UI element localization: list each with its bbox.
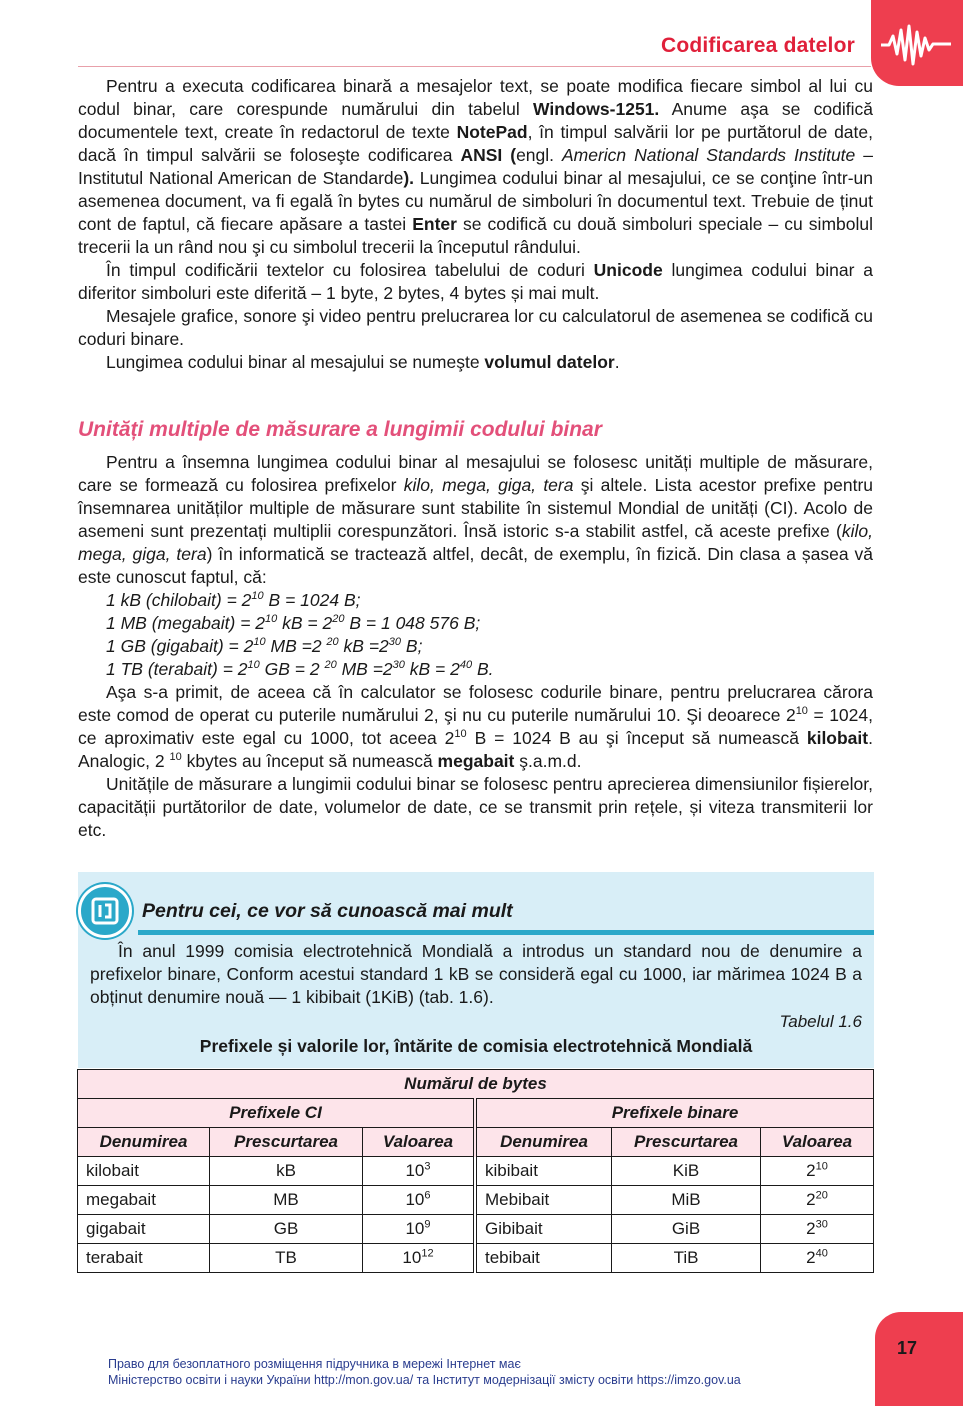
si-abbr-cell: TB <box>210 1244 363 1273</box>
table-row <box>78 1157 874 1186</box>
si-abbr-cell: GB <box>210 1215 363 1244</box>
footer-line-1: Право для безоплатного розміщення підручника в мережі Інтернет має <box>108 1357 521 1371</box>
si-name-cell: gigabait <box>78 1215 210 1244</box>
intro-text <box>78 75 873 374</box>
info-icon <box>78 884 132 938</box>
bin-name-cell: Mebibait <box>475 1186 612 1215</box>
box-title-underline <box>138 930 874 935</box>
section-text <box>78 451 873 842</box>
box-text <box>90 940 862 1009</box>
footer-line-2: Міністерство освіти і науки України http://mon.gov.ua/ та Інститут модернізації змісту освіти https://imzo.gov.ua <box>108 1373 741 1387</box>
equation-terabyte: 1 TB (terabait) = $2^{10}$ GB = 2 $^{20}$ MB $=2^{30}$ kB = $2^{40}$ B. <box>106 659 494 679</box>
si-value-cell-base: 10 <box>405 1161 425 1180</box>
si-value-cell <box>363 1186 476 1215</box>
group-binary-header: Prefixele binare <box>475 1099 874 1128</box>
bin-value-cell-exponent: 30 <box>815 1218 828 1231</box>
bin-name-cell: tebibait <box>475 1244 612 1273</box>
box-title: Pentru cei, ce vor să cunoască mai mult <box>142 900 513 922</box>
si-value-cell-exponent: 6 <box>424 1189 431 1202</box>
paragraph-usage: Unitățile de măsurare a lungimii codului binar se folosesc pentru aprecierea dimensiunilor fișierelor, capacității purtătorilor de date, volumelor de date, ce se transmit prin rețele, și viteza transmiterii lor etc. <box>78 774 873 840</box>
si-name-cell: terabait <box>78 1244 210 1273</box>
paragraph-windows-1251: Pentru a executa codificarea binară a mesajelor text, se poate modifica fiecare simbol al lui cu codul binar, care corespunde numărului din tabelul Windows-1251. Anume aşa se codifică documentele text, create în redactorul de texte NotePad, în timpul salvării lor pe purtătorul de date, dacă în timpul salvării se foloseşte codificarea ANSI (engl. Americn National Standards Institute – Institutul National American de Standarde). Lungimea codului binar al mesajului, ce se conţine într-un asemenea document, va fi egală în bytes cu numărul de simboluri în documentul text. Trebuie de ținut cont de faptul, că fiecare apăsare a tastei Enter se codifică cu două simboluri speciale – cu simbolul trecerii la un rând nou şi cu simbolul trecerii la începutul rândului. <box>78 76 873 257</box>
si-value-cell-base: 10 <box>405 1219 425 1238</box>
table-row <box>78 1215 874 1244</box>
paragraph-unicode: În timpul codificării textelor cu folosirea tabelului de coduri Unicode lungimea codului binar a diferitor simboluri este diferită – 1 byte, 2 bytes, 4 bytes și mai mult. <box>78 260 873 303</box>
section-title: Unități multiple de măsurare a lungimii codului binar <box>78 418 602 441</box>
page-number-tab <box>875 1312 963 1406</box>
bin-value-cell <box>761 1186 874 1215</box>
col-si-value: Valoarea <box>363 1128 476 1157</box>
si-abbr-cell: MB <box>210 1186 363 1215</box>
header-divider <box>78 66 871 67</box>
table-caption: Prefixele și valorile lor, întărite de comisia electrotehnică Mondială <box>199 1036 753 1056</box>
si-value-cell-exponent: 12 <box>421 1247 434 1260</box>
bin-value-cell-exponent: 40 <box>815 1247 828 1260</box>
bin-value-cell-base: 2 <box>806 1248 816 1267</box>
si-value-cell-base: 10 <box>402 1248 422 1267</box>
table-column-row <box>78 1128 874 1157</box>
paragraph-powers-of-two: Aşa s-a primit, de aceea că în calculator se folosesc codurile binare, pentru prelucrarea cărora este comod de operat cu puterile numărului 2, şi nu cu puterile numărului 10. Şi deoarece $2^{10} = 1024$, ce aproximativ este egal cu 1000, tot aceea $2^{10}$ B = 1024 B au şi început să numească kilobait. Analogic, 2 $^{10}$ kbytes au început să numească megabait ş.a.m.d. <box>78 682 873 771</box>
col-si-name: Denumirea <box>78 1128 210 1157</box>
si-value-cell-exponent: 3 <box>424 1160 431 1173</box>
table-row <box>78 1244 874 1273</box>
group-si-header: Prefixele CI <box>78 1099 476 1128</box>
table-top-header: Numărul de bytes <box>78 1070 874 1099</box>
box-paragraph: În anul 1999 comisia electrotehnică Mondială a introdus un standard nou de denumire a prefixelor binare, Conform acestui standard 1 kB se consideră egal cu 1000, iar mărimea 1024 B a obținut denumire nouă — 1 kibibait (1KiB) (tab. 1.6). <box>90 941 862 1007</box>
si-value-cell-base: 10 <box>405 1190 425 1209</box>
prefix-table <box>77 1069 874 1273</box>
bin-value-cell-base: 2 <box>806 1190 816 1209</box>
si-value-cell <box>363 1157 476 1186</box>
bin-name-cell: Gibibait <box>475 1215 612 1244</box>
bin-value-cell <box>761 1215 874 1244</box>
paragraph-data-volume: Lungimea codului binar al mesajului se numeşte volumul datelor. <box>106 352 620 372</box>
bin-value-cell <box>761 1157 874 1186</box>
bin-value-cell-exponent: 10 <box>815 1160 828 1173</box>
col-bin-name: Denumirea <box>475 1128 612 1157</box>
running-header-title: Codificarea datelor <box>660 34 855 57</box>
equation-megabyte: 1 MB (megabait) = $2^{10}$ kB = $2^{20}$ B = 1 048 576 B; <box>106 613 481 633</box>
bin-abbr-cell: TiB <box>612 1244 761 1273</box>
extra-info-box <box>78 872 874 1068</box>
table-header-row <box>78 1070 874 1099</box>
table-row <box>78 1186 874 1215</box>
equation-kilobyte: 1 kB (chilobait) = $2^{10}$ B = 1024 B; <box>106 590 361 610</box>
table-group-row <box>78 1099 874 1128</box>
bin-value-cell-base: 2 <box>806 1161 816 1180</box>
equation-gigabyte: 1 GB (gigabait) = $2^{10}$ MB =2 $^{20}$ kB $=2^{30}$ B; <box>106 636 423 656</box>
bin-abbr-cell: KiB <box>612 1157 761 1186</box>
col-si-abbr: Prescurtarea <box>210 1128 363 1157</box>
si-value-cell <box>363 1244 476 1273</box>
bin-abbr-cell: MiB <box>612 1186 761 1215</box>
page-number: 17 <box>896 1338 917 1358</box>
si-name-cell: kilobait <box>78 1157 210 1186</box>
paragraph-prefixes: Pentru a însemna lungimea codului binar al mesajului se folosesc unități multiple de măsurare, care se formează cu folosirea prefixelor kilo, mega, giga, tera şi altele. Lista acestor prefixe pentru însemnarea unităților multiple de măsurare sunt stabilite în sistemul Mondial de unități (CI). Acolo de asemeni sunt prezentați multiplii corespunzători. Însă istoric s-a stabilit astfel, că aceste prefixe (kilo, mega, giga, tera) în informatică se tractează altfel, decât, de exemplu, în fizică. Din clasa a șasea vă este cunoscut faptul, că: <box>78 452 874 587</box>
col-bin-value: Valoarea <box>761 1128 874 1157</box>
footer-notice <box>108 1356 741 1388</box>
si-name-cell: megabait <box>78 1186 210 1215</box>
table-reference: Tabelul 1.6 <box>779 1012 862 1031</box>
bin-value-cell-base: 2 <box>806 1219 816 1238</box>
bin-abbr-cell: GiB <box>612 1215 761 1244</box>
paragraph-media: Mesajele grafice, sonore şi video pentru prelucrarea lor cu calculatorul de asemenea se codifică cu coduri binare. <box>78 306 873 349</box>
si-value-cell <box>363 1215 476 1244</box>
bin-value-cell-exponent: 20 <box>815 1189 828 1202</box>
waveform-icon <box>881 22 951 68</box>
bin-value-cell <box>761 1244 874 1273</box>
col-bin-abbr: Prescurtarea <box>612 1128 761 1157</box>
si-value-cell-exponent: 9 <box>424 1218 431 1231</box>
si-abbr-cell: kB <box>210 1157 363 1186</box>
header-tab <box>871 0 963 86</box>
bin-name-cell: kibibait <box>475 1157 612 1186</box>
